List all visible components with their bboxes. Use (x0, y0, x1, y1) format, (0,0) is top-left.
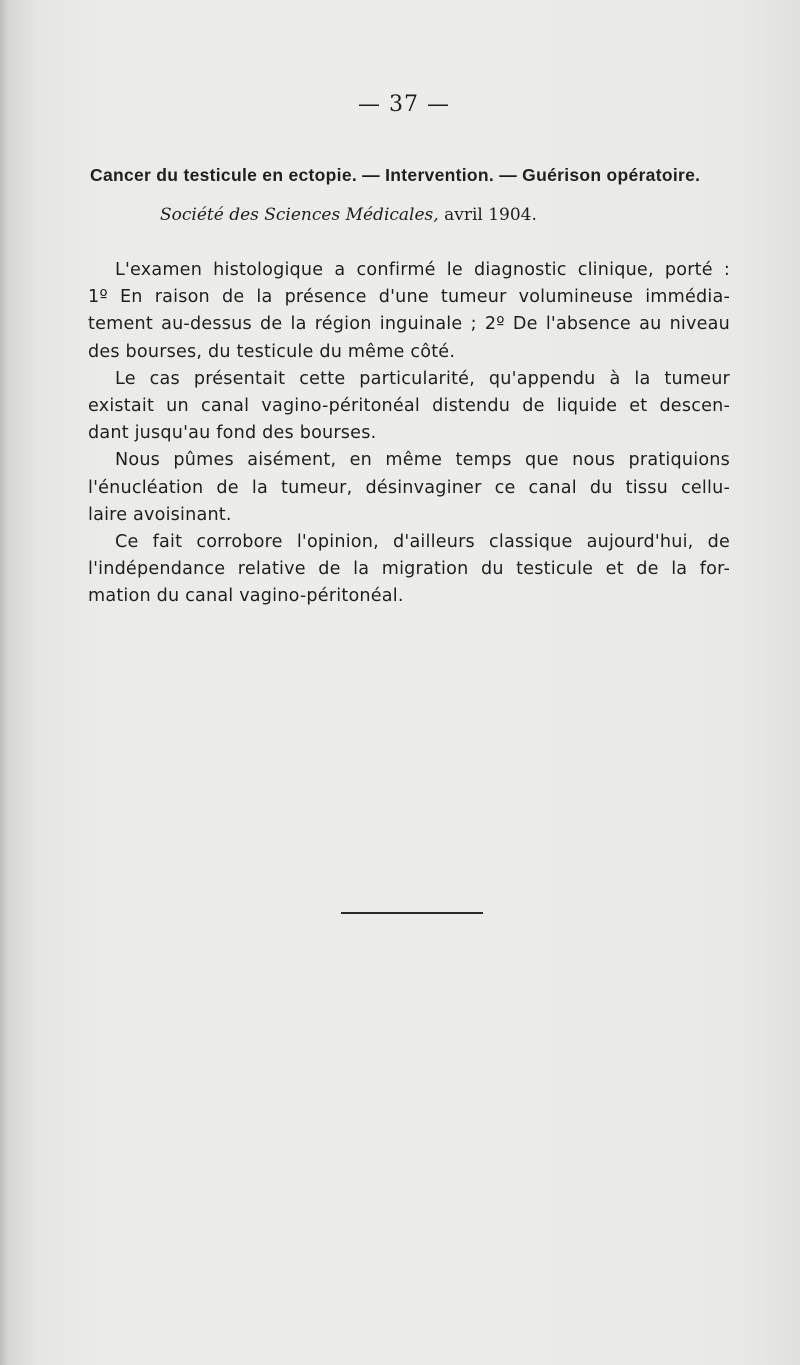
paragraph-1-line-4: des bourses, du testicule du même côté. (88, 341, 456, 362)
paragraph-1-line-2: 1º En raison de la présence d'une tumeur volumineuse immédia- (88, 287, 730, 308)
paragraph-2-line-1: Le cas présentait cette particularité, qu'appendu à la tumeur (115, 368, 730, 389)
paragraph-4-line-3: mation du canal vagino-péritonéal. (88, 586, 404, 607)
paragraph-4-line-2: l'indépendance relative de la migration du testicule et de la for- (88, 559, 730, 580)
paragraph-3-line-2: l'énucléation de la tumeur, désinvaginer ce canal du tissu cellu- (88, 477, 730, 498)
paragraph-1-line-3: tement au-dessus de la région inguinale ; 2º De l'absence au niveau (88, 314, 730, 335)
body-text (88, 257, 730, 610)
section-title: Cancer du testicule en ectopie. — Intervention. — Guérison opératoire. (90, 165, 701, 185)
source-date: avril 1904. (438, 205, 537, 225)
page-number: — 37 — (358, 92, 450, 117)
paragraph-2-line-2: existait un canal vagino-péritonéal distendu de liquide et descen- (88, 395, 730, 416)
page-gutter-shadow (0, 0, 8, 1365)
source-journal: Société des Sciences Médicales, (160, 205, 439, 225)
paragraph-3-line-3: laire avoisinant. (88, 504, 232, 525)
paragraph-1-line-1: L'examen histologique a confirmé le diagnostic clinique, porté : (115, 260, 730, 280)
paragraph-3-line-1: Nous pûmes aisément, en même temps que nous pratiquions (115, 450, 730, 471)
document-page (8, 0, 800, 1365)
source-reference (160, 205, 537, 225)
paragraph-4-line-1: Ce fait corrobore l'opinion, d'ailleurs classique aujourd'hui, de (115, 531, 730, 552)
section-end-rule (341, 912, 483, 914)
paragraph-2-line-3: dant jusqu'au fond des bourses. (88, 423, 377, 444)
